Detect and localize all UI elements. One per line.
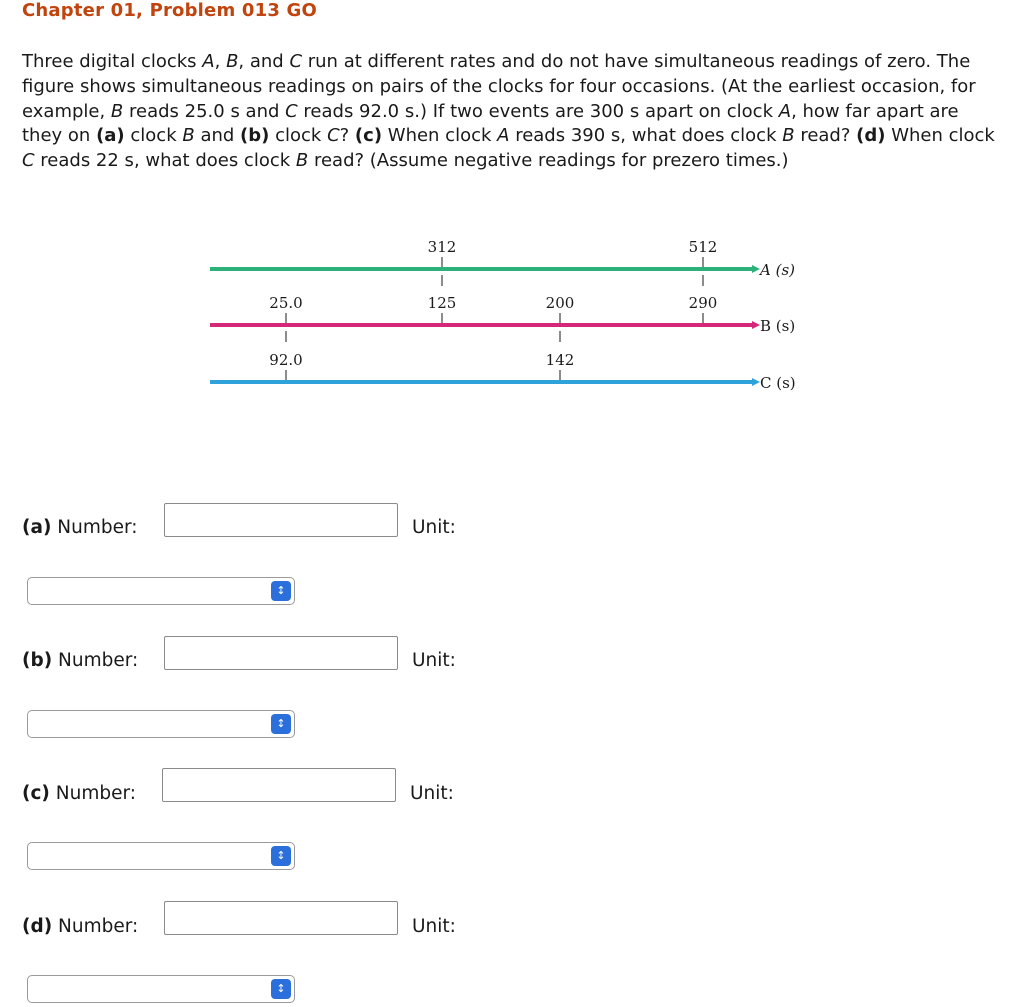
c-reading-142: 142: [545, 351, 575, 369]
c-reading-92: 92.0: [269, 351, 303, 369]
clock-readings-figure: [200, 230, 820, 400]
answer-b-number-input[interactable]: [164, 636, 398, 670]
answer-a-number-input[interactable]: [164, 503, 398, 537]
chevron-up-down-icon[interactable]: ↕: [271, 581, 291, 601]
b-reading-25: 25.0: [269, 294, 303, 312]
answer-a-unit-label: Unit:: [412, 517, 456, 538]
b-reading-290: 290: [688, 294, 718, 312]
a-reading-512: 512: [688, 238, 718, 256]
chevron-up-down-icon[interactable]: ↕: [271, 714, 291, 734]
clock-c-arrowhead: [752, 378, 760, 386]
answer-d-unit-label: Unit:: [412, 916, 456, 937]
answer-a-label: (a) Number:: [22, 517, 138, 538]
answer-d-number-input[interactable]: [164, 901, 398, 935]
answer-c-label: (c) Number:: [22, 783, 137, 804]
a-reading-312: 312: [427, 238, 457, 256]
b-reading-200: 200: [545, 294, 575, 312]
page-title: Chapter 01, Problem 013 GO: [22, 0, 318, 21]
answer-c-number-input[interactable]: [162, 768, 396, 802]
answer-a-unit-select[interactable]: [27, 577, 295, 605]
b-reading-125: 125: [427, 294, 457, 312]
answer-c-unit-select[interactable]: [27, 842, 295, 870]
answer-b-label: (b) Number:: [22, 650, 139, 671]
chevron-up-down-icon[interactable]: ↕: [271, 846, 291, 866]
clock-b-arrowhead: [752, 321, 760, 329]
answer-d-unit-select[interactable]: [27, 975, 295, 1003]
clock-b-axis-label: B (s): [760, 317, 796, 335]
clock-a-arrowhead: [752, 265, 760, 273]
problem-statement: Three digital clocks A, B, and C run at different rates and do not have simultaneous readings of zero. The figure shows simultaneous readings on pairs of the clocks for four occasions. (At the earliest occasion, for example, B reads 25.0 s and C reads 92.0 s.) If two events are 300 s apart on clock A, how far apart are they on (a) clock B and (b) clock C? (c) When clock A reads 390 s, what does clock B read? (d) When clock C reads 22 s, what does clock B read? (Assume negative readings for prezero times.): [22, 51, 995, 172]
answer-b-unit-select[interactable]: [27, 710, 295, 738]
answer-b-unit-label: Unit:: [412, 650, 456, 671]
clock-a-axis-label: A (s): [760, 261, 796, 279]
chevron-up-down-icon[interactable]: ↕: [271, 979, 291, 999]
answer-d-label: (d) Number:: [22, 916, 139, 937]
answer-c-unit-label: Unit:: [410, 783, 454, 804]
clock-c-axis-label: C (s): [760, 374, 796, 392]
